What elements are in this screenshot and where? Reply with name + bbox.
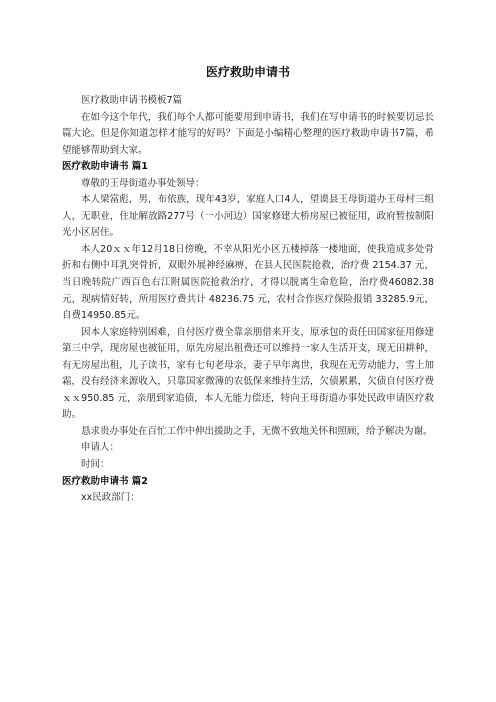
body-paragraph: 本人梁富彪，男，布依族，现年43岁，家庭人口4人，望谟县王母街道办王母村三组人，无职业，住址解放路277号（一小河边）国家修建大桥房屋已被征用，政府暂按制阳光小区居住。 — [62, 194, 434, 239]
applicant-line: 申请人： — [81, 442, 120, 454]
body-paragraph: 因本人家庭特别困难，自付医疗费全靠亲朋借来开支，原承包的责任田国家征用修建第三中学，现房屋也被征用，原先房屋出租费还可以维持一家人生活开支，现无田耕种，有无房屋出租，儿子读书，家有七旬老母亲，妻子早年离世，我现在无劳动能力，雪上加霜，没有经济来源收入，只靠国家微薄的农低保来维持生活，欠债累累，欠债自付医疗费ｘｘ950.85 元，亲朋到家追债，本人无能力偿还，特向王母街道办事处民政申请医疗救助。 — [62, 326, 434, 421]
document-title: 医疗救助申请书 — [205, 65, 290, 79]
intro-line: 医疗救助申请书模板7篇 — [81, 95, 183, 106]
salutation: xx民政部门： — [81, 492, 140, 504]
body-paragraph: 恳求贵办事处在百忙工作中伸出援助之手，无微不致地关怀和照顾，给予解决为谢。 — [81, 425, 433, 437]
salutation: 尊敬的王母街道办事处领导： — [81, 177, 205, 189]
intro-paragraph: 在如今这个年代，我们每个人都可能要用到申请书，我们在写申请书的时候要切忌长篇大论。但是你知道怎样才能写的好吗？下面是小编精心整理的医疗救助申请书7篇，希望能够帮助到大家。 — [62, 111, 434, 156]
document-body — [62, 93, 434, 507]
section-heading-2: 医疗救助申请书 篇2 — [62, 475, 148, 487]
body-paragraph: 本人20ｘｘ年12月18日傍晚，不幸从阳光小区五楼掉落一楼地面，使我造成多处骨折和右侧中耳乳突骨折，双眼外展神经麻痹，在县人民医院抢救，治疗费 2154.37 元，当日晚转院广西百色右江附属医院抢救治疗，才得以脱离生命危险，治疗费46082.38元，现病情好转，所用医疗费共计 48236.75 元，农村合作医疗保险报销 33285.9元，自费14950.85元。 — [62, 243, 434, 322]
section-heading-1: 医疗救助申请书 篇1 — [62, 161, 148, 173]
date-line: 时间： — [81, 459, 110, 471]
